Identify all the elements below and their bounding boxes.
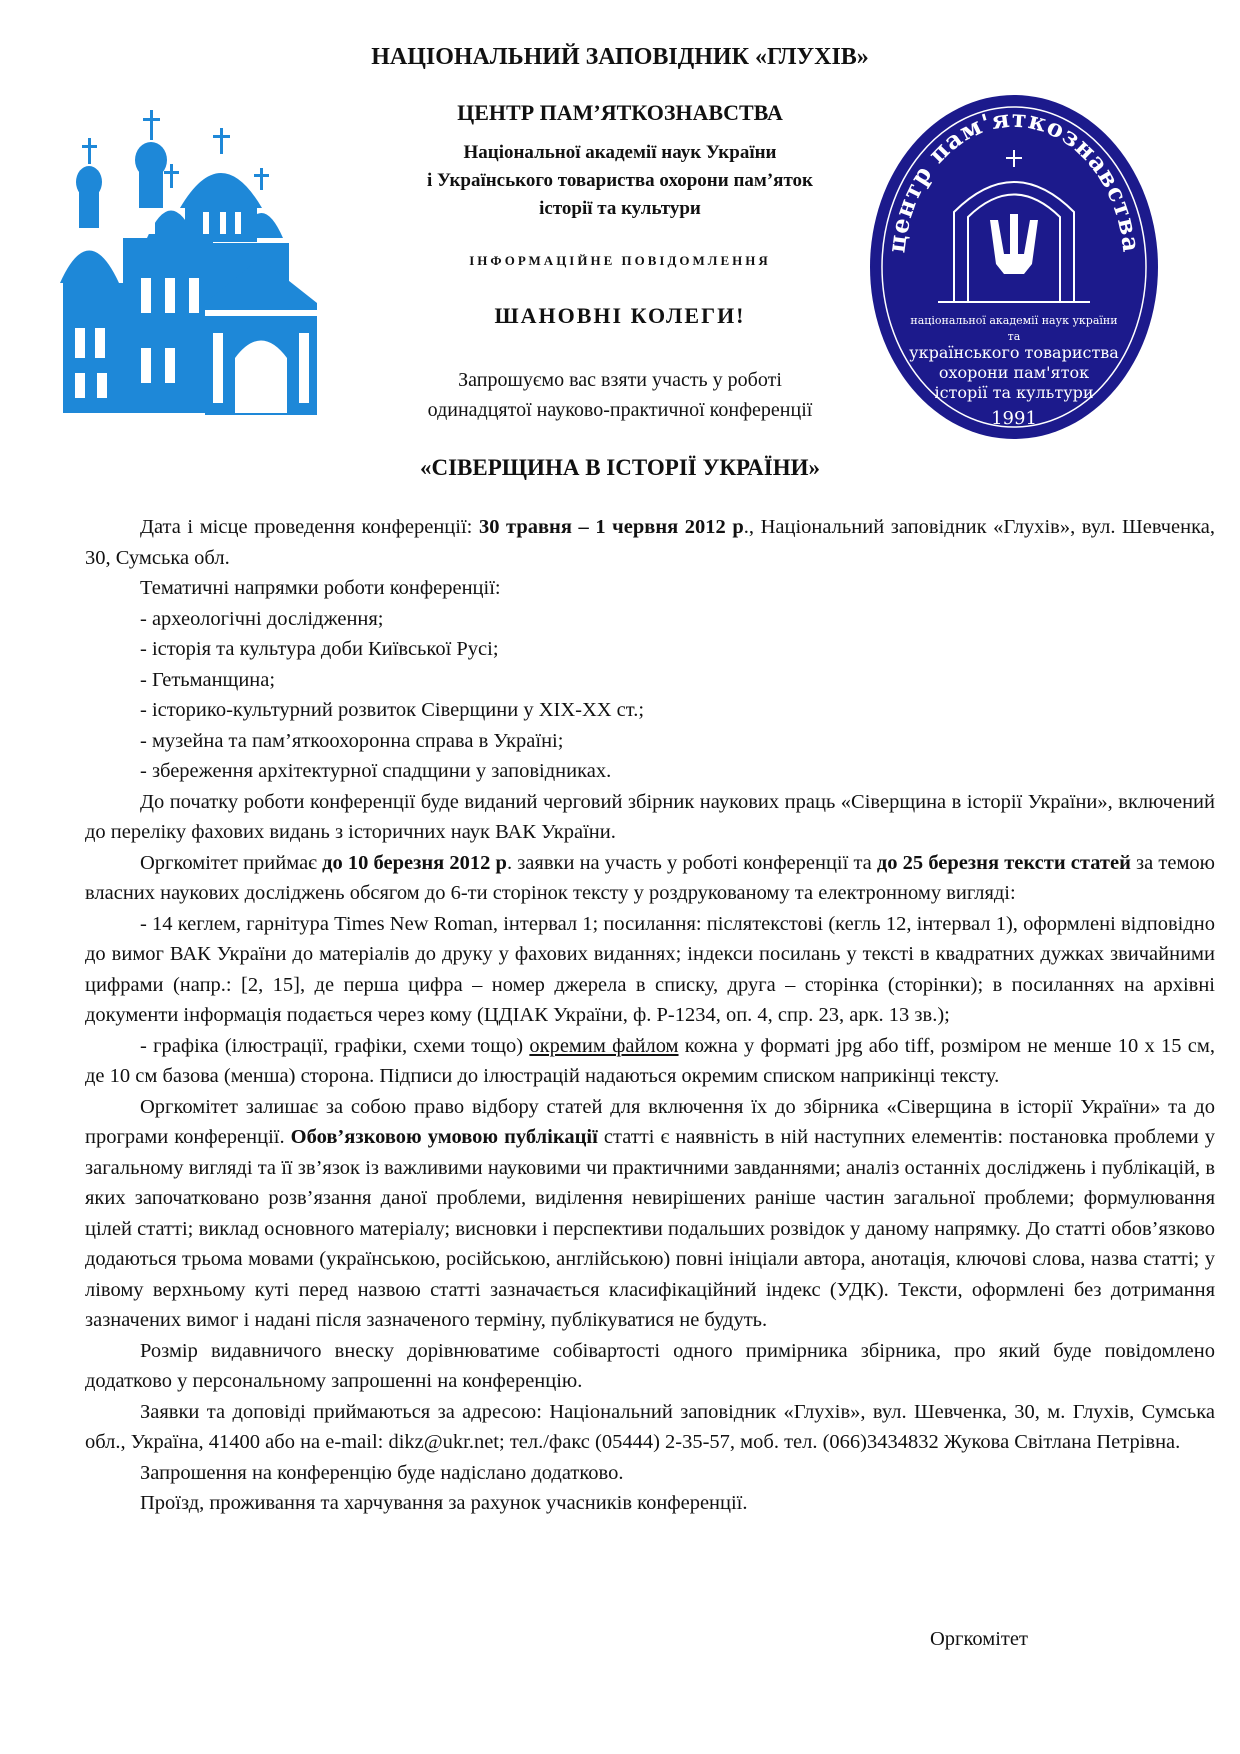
center-subtitle-line-2: і Українського товариства охорони пам’яток: [427, 170, 813, 191]
emblem-inner-line-4: охорони пам'яток: [938, 363, 1090, 382]
date-paragraph: Дата і місце проведення конференції: 30 травня – 1 червня 2012 р., Національний заповідник «Глухів», вул. Шевченка, 30, Сумська обл.: [85, 516, 1215, 569]
organization-title: НАЦІОНАЛЬНИЙ ЗАПОВІДНИК «ГЛУХІВ»: [371, 44, 869, 70]
emblem-year: 1991: [991, 408, 1037, 429]
emblem-inner-line-5: історії та культури: [934, 383, 1094, 402]
invitation-text: [380, 365, 860, 425]
topic-item: - музейна та пам’яткоохоронна справа в Україні;: [140, 729, 564, 752]
fee-paragraph: Розмір видавничого внеску дорівнюватиме собівартості одного примірника збірника, про який буде повідомлено додатково у персональному запрошенні на конференцію.: [85, 1339, 1215, 1392]
emblem-inner-line-2: та: [1007, 330, 1021, 343]
deadlines-paragraph: Оргкомітет приймає до 10 березня 2012 р. заявки на участь у роботі конференції та до 25 березня тексти статей за темою власних наукових досліджень обсягом до 6-ти сторінок тексту у роздрукованому та електронному вигляді:: [85, 851, 1215, 904]
emblem-inner-line-1: національної академії наук україни: [910, 314, 1118, 327]
topics-intro: Тематичні напрямки роботи конференції:: [140, 577, 501, 599]
topic-item: - історико-культурний розвиток Сіверщини у ХІХ-ХХ ст.;: [140, 699, 645, 721]
collection-paragraph: До початку роботи конференції буде виданий черговий збірник наукових праць «Сіверщина в історії України», включений до переліку фахових видань з історичних наук ВАК України.: [85, 790, 1215, 843]
travel-note: Проїзд, проживання та харчування за рахунок учасників конференції.: [140, 1492, 748, 1514]
emblem-ring-text: центр пам'яткознавства: [881, 103, 1147, 255]
invitation-line-1: Запрошуємо вас взяти участь у роботі: [458, 369, 782, 391]
topic-item: - збереження архітектурної спадщини у заповідниках.: [140, 760, 612, 782]
info-notice-title: ІНФОРМАЦІЙНЕ ПОВІДОМЛЕННЯ: [469, 253, 771, 268]
topic-item: - Гетьманщина;: [140, 668, 276, 691]
selection-paragraph: Оргкомітет залишає за собою право відбору статей для включення їх до збірника «Сіверщина в історії України» та до програми конференції. Обов’язковою умовою публікації статті є наявність в ній наступних елементів: постановка проблеми у загальному вигляді та її зв’язок із важливими науковими чи практичними завданнями; аналіз останніх досліджень і публікацій, в яких започатковано розв’язання даної проблеми, виділення невирішених раніше частин загальної проблеми; формулювання цілей статті; виклад основного матеріалу; висновки і перспективи подальших розвідок у даному напрямку. До статті обов’язково додаються трьома мовами (українською, російською, англійською) повні ініціали автора, анотація, ключові слова, назва статті; у лівому верхньому куті перед назвою статті зазначається класифікаційний індекс (УДК). Тексти, оформлені без дотримання зазначених вимог і надані після зазначеного терміну, публікуватися не будуть.: [85, 1095, 1215, 1331]
signature: Оргкомітет: [930, 1628, 1028, 1650]
graphics-paragraph: - графіка (ілюстрації, графіки, схеми тощо) окремим файлом кожна у форматі jpg або tiff, розміром не менше 10 х 15 см, де 10 см базова (менша) сторона. Підписи до ілюстрацій надаються окремим списком наприкінці тексту.: [85, 1034, 1215, 1087]
center-title: ЦЕНТР ПАМ’ЯТКОЗНАВСТВА: [457, 100, 783, 125]
format-requirements-paragraph: - 14 кеглем, гарнітура Times New Roman, інтервал 1; посилання: післятекстові (кегль 12, інтервал 1), оформлені відповідно до вимог ВАК України до матеріалів до друку у фахових виданнях; індекси посилань у тексті в квадратних дужках звичайними цифрами (напр.: [2, 15], де перша цифра – номер джерела в списку, друга – сторінка (сторінки); в посиланнях на архівні документи інформація подається через кому (ЦДІАК України, ф. Р-1234, оп. 4, спр. 23, арк. 13 зв.);: [85, 912, 1215, 1026]
topic-item: - археологічні дослідження;: [140, 607, 384, 630]
center-subtitle: [380, 139, 860, 223]
address-paragraph: Заявки та доповіді приймаються за адресою: Національний заповідник «Глухів», вул. Шевченка, 30, м. Глухів, Сумська обл., Україна, 41400 або на e-mail: dikz@ukr.net; тел./факс (05444) 2-35-57, моб. тел. (066)3434832 Жукова Світлана Петрівна.: [85, 1400, 1215, 1453]
memory-center-emblem-icon: [868, 92, 1160, 442]
center-subtitle-line-1: Національної академії наук України: [463, 142, 777, 163]
document-body: [85, 512, 1215, 1519]
greeting-heading: ШАНОВНІ КОЛЕГИ!: [494, 303, 746, 328]
invitation-line-2: одинадцятої науково-практичної конференції: [427, 399, 813, 421]
topic-item: - історія та культура доби Київської Русі;: [140, 638, 499, 660]
conference-title: «СІВЕРЩИНА В ІСТОРІЇ УКРАЇНИ»: [420, 455, 820, 480]
church-logo-icon: [55, 108, 385, 418]
emblem-inner-line-3: українського товариства: [909, 343, 1119, 362]
center-subtitle-line-3: історії та культури: [539, 198, 701, 219]
invitation-note: Запрошення на конференцію буде надіслано додатково.: [140, 1461, 624, 1484]
